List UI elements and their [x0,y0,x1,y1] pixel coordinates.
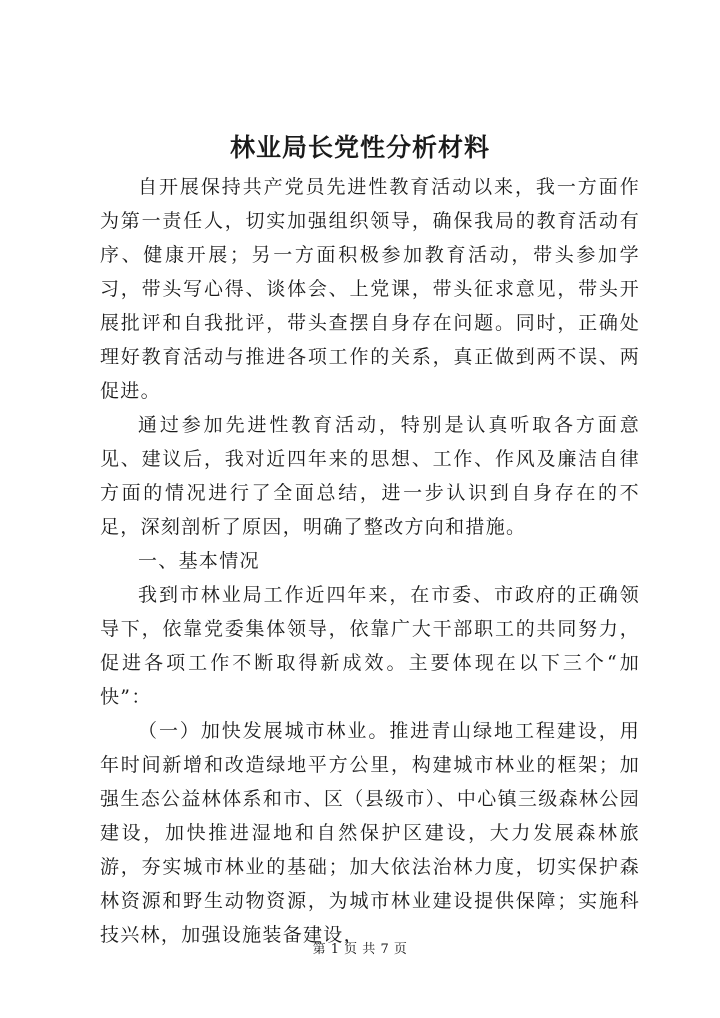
page-number-footer: 第 1 页 共 7 页 [312,942,408,957]
section-heading-basic-situation: 一、基本情况 [138,550,260,572]
document-body [100,170,640,952]
paragraph-work-overview: 我到市林业局工作近四年来，在市委、市政府的正确领导下，依靠党委集体领导，依靠广大干部职工的共同努力，促进各项工作不断取得新成效。主要体现在以下三个“加快”： [100,584,640,708]
document-title: 林业局长党性分析材料 [229,133,490,162]
paragraph-summary: 通过参加先进性教育活动，特别是认真听取各方面意见、建议后，我对近四年来的思想、工作、作风及廉洁自律方面的情况进行了全面总结，进一步认识到自身存在的不足，深刻剖析了原因，明确了整改方向和措施。 [100,414,640,538]
paragraph-intro: 自开展保持共产党员先进性教育活动以来，我一方面作为第一责任人，切实加强组织领导，确保我局的教育活动有序、健康开展；另一方面积极参加教育活动，带头参加学习，带头写心得、谈体会、上党课，带头征求意见，带头开展批评和自我批评，带头查摆自身存在问题。同时，正确处理好教育活动与推进各项工作的关系，真正做到两不误、两促进。 [100,176,640,402]
paragraph-urban-forestry: （一）加快发展城市林业。推进青山绿地工程建设，用年时间新增和改造绿地平方公里，构建城市林业的框架；加强生态公益林体系和市、区（县级市）、中心镇三级森林公园建设，加快推进湿地和自然保护区建设，大力发展森林旅游，夯实城市林业的基础；加大依法治林力度，切实保护森林资源和野生动物资源，为城市林业建设提供保障；实施科技兴林，加强设施装备建设， [100,720,640,946]
